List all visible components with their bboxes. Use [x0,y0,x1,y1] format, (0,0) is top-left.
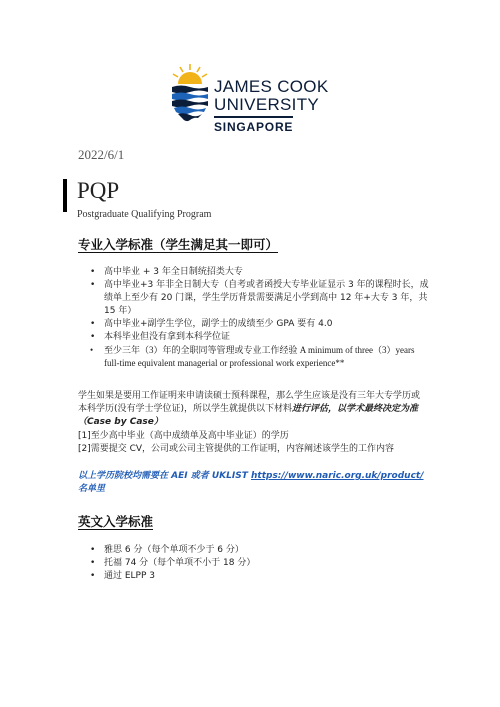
admission-criteria-list [90,266,430,370]
english-requirements-list [90,544,390,583]
list-item: • 高中毕业+3 年非全日制大专（自考或者函授大专毕业证显示 3 年的课程时长，成绩单上至少有 20 门课，学生学历背景需要满足小学到高中 12 年+大专 3 年，共 15 年） [90,279,430,318]
recognition-suffix: 名单里 [78,484,106,494]
section-heading-admission: 专业入学标准（学生满足其一即可） [78,237,279,252]
list-item: • 托福 74 分（每个单项不小于 18 分） [90,557,390,570]
document-date: 2022/6/1 [78,147,125,162]
note-emphasis: 进行评估，以学术最终决定为准（Case by Case） [78,404,419,427]
list-item: • 雅思 6 分（每个单项不少于 6 分） [90,544,390,557]
list-item: • 本科毕业但没有拿到本科学位证 [90,331,430,344]
logo-line-2: UNIVERSITY [214,95,320,114]
logo-line-1: JAMES COOK [214,77,329,96]
logo-wordmark [214,78,328,136]
list-item: • 至少三年（3）年的全职同等管理或专业工作经验 A minimum of three（3）years full-time equivalent managerial or professional work experience** [90,344,430,370]
recognition-note [78,470,428,496]
logo-line-3: SINGAPORE [214,116,293,134]
list-item: • 高中毕业 + 3 年全日制统招类大专 [90,266,430,279]
section-heading-english: 英文入学标准 [78,514,154,529]
note-text: 学生如果是要用工作证明来申请读硕士预科课程，那么学生应该是没有三年大专学历或本科学历(没有学士学位证)，所以学生就提供以下材料 [78,391,421,414]
naric-link[interactable]: https://www.naric.org.uk/product/ [250,471,424,481]
jcu-logo [170,62,336,140]
page-subtitle: Postgraduate Qualifying Program [77,209,212,220]
requirement-1: [1]至少高中毕业（高中成绩单及高中毕业证）的学历 [78,431,289,441]
list-item: • 通过 ELPP 3 [90,570,390,583]
work-experience-note [78,390,428,429]
page-title: PQP [77,178,120,203]
requirement-2: [2]需要提交 CV，公司或公司主管提供的工作证明，内容阐述该学生的工作内容 [78,444,395,454]
title-accent-bar [63,179,67,212]
list-item: • 高中毕业+副学生学位，副学士的成绩至少 GPA 要有 4.0 [90,318,430,331]
jcu-emblem-icon [170,62,210,122]
recognition-prefix: 以上学历院校均需要在 AEI 或者 UKLIST [78,471,251,481]
